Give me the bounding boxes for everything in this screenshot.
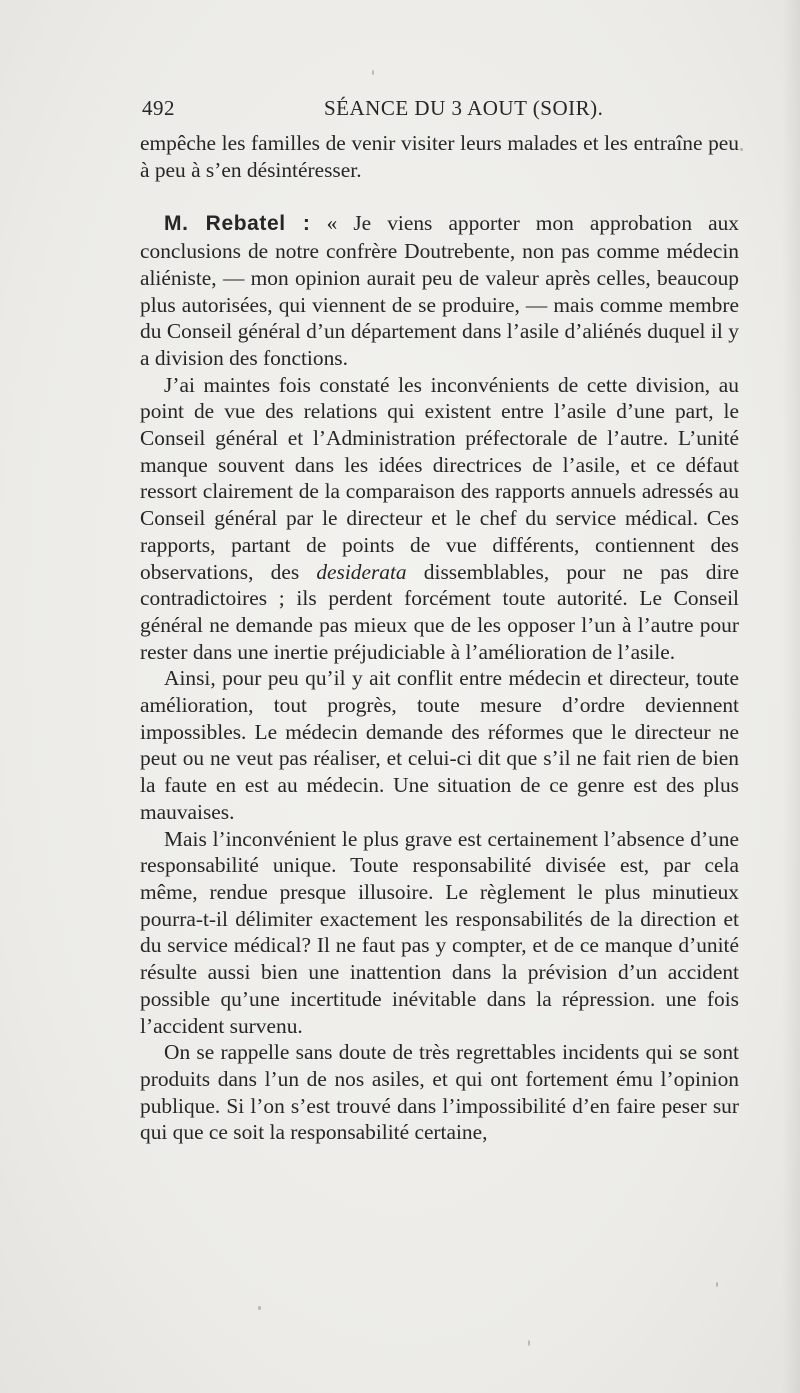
paragraph-text: empêche les familles de venir visiter leurs malades et les entraîne peu à peu à s’en désintéresser. — [140, 131, 739, 182]
paragraph-text: On se rappelle sans doute de très regrettables incidents qui se sont produits dans l’un de nos asiles, et qui ont fortement ému l’opinion publique. Si l’on s’est trouvé dans l’impossibilité d’en faire peser sur qui que ce soit la responsabilité certaine, — [140, 1040, 739, 1145]
running-title: SÉANCE DU 3 AOUT (SOIR). — [324, 96, 604, 120]
page-edge-shadow — [782, 0, 800, 1393]
speaker-name: M. Rebatel : — [164, 212, 311, 236]
paper-speck — [528, 1340, 530, 1346]
paper-speck — [740, 148, 743, 151]
paragraph — [140, 372, 739, 666]
paragraph-text: « Je viens apporter mon approbation aux conclusions de notre confrère Doutrebente, non pas comme médecin aliéniste, — mon opinion aurait peu de valeur après celles, beaucoup plus autorisées, qui viennent de se produire, — mais comme membre du Conseil général d’un département dans l’asile d’aliénés duquel il y a division des fonctions. — [140, 211, 739, 370]
paragraph-text: dissemblables, pour ne pas dire contradictoires ; ils perdent forcément toute autorité. Le Conseil général ne demande pas mieux que de les opposer l’un à l’autre pour rester dans une inertie préjudiciable à l’amélioration de l’asile. — [140, 559, 739, 664]
paper-speck — [372, 70, 374, 75]
paragraph — [140, 1039, 739, 1146]
paragraph-speech — [140, 210, 739, 371]
paragraph-text: Ainsi, pour peu qu’il y ait conflit entre médecin et directeur, toute amélioration, tout progrès, toute mesure d’ordre deviennent impossibles. Le médecin demande des réformes que le directeur ne peut ou ne veut pas réaliser, et celui-ci dit que s’il ne fait rien de bien la faute en est au médecin. Une situation de ce genre est des plus mauvaises. — [140, 666, 739, 824]
italic-term: desiderata — [316, 559, 407, 584]
paragraph — [140, 826, 739, 1040]
paper-speck — [258, 1306, 261, 1310]
page-number: 492 — [142, 96, 175, 120]
paper-speck — [716, 1282, 718, 1287]
paragraph-text: J’ai maintes fois constaté les inconvénients de cette division, au point de vue des relations qui existent entre l’asile d’une part, le Conseil général et l’Administration préfectorale de l’autre. L’unité manque souvent dans les idées directrices de l’asile, et ce défaut ressort clairement de la comparaison des rapports annuels adressés au Conseil général par le directeur et le chef du service médical. Ces rapports, partant de points de vue différents, contiennent des observations, des — [140, 372, 739, 584]
body-text — [140, 130, 739, 1146]
paragraph — [140, 665, 739, 825]
paragraph-continuation — [140, 130, 739, 183]
running-head — [142, 96, 748, 128]
paragraph-text: Mais l’inconvénient le plus grave est certainement l’absence d’une responsabilité unique. Toute responsabilité divisée est, par cela même, rendue presque illusoire. Le règlement le plus minutieux pourra-t-il délimiter exactement les responsabilités de la direction et du service médical? Il ne faut pas y compter, et de ce manque d’unité résulte aussi bien une inattention dans la prévision d’un accident possible qu’une incertitude inévitable dans la répression. une fois l’accident survenu. — [140, 826, 739, 1038]
